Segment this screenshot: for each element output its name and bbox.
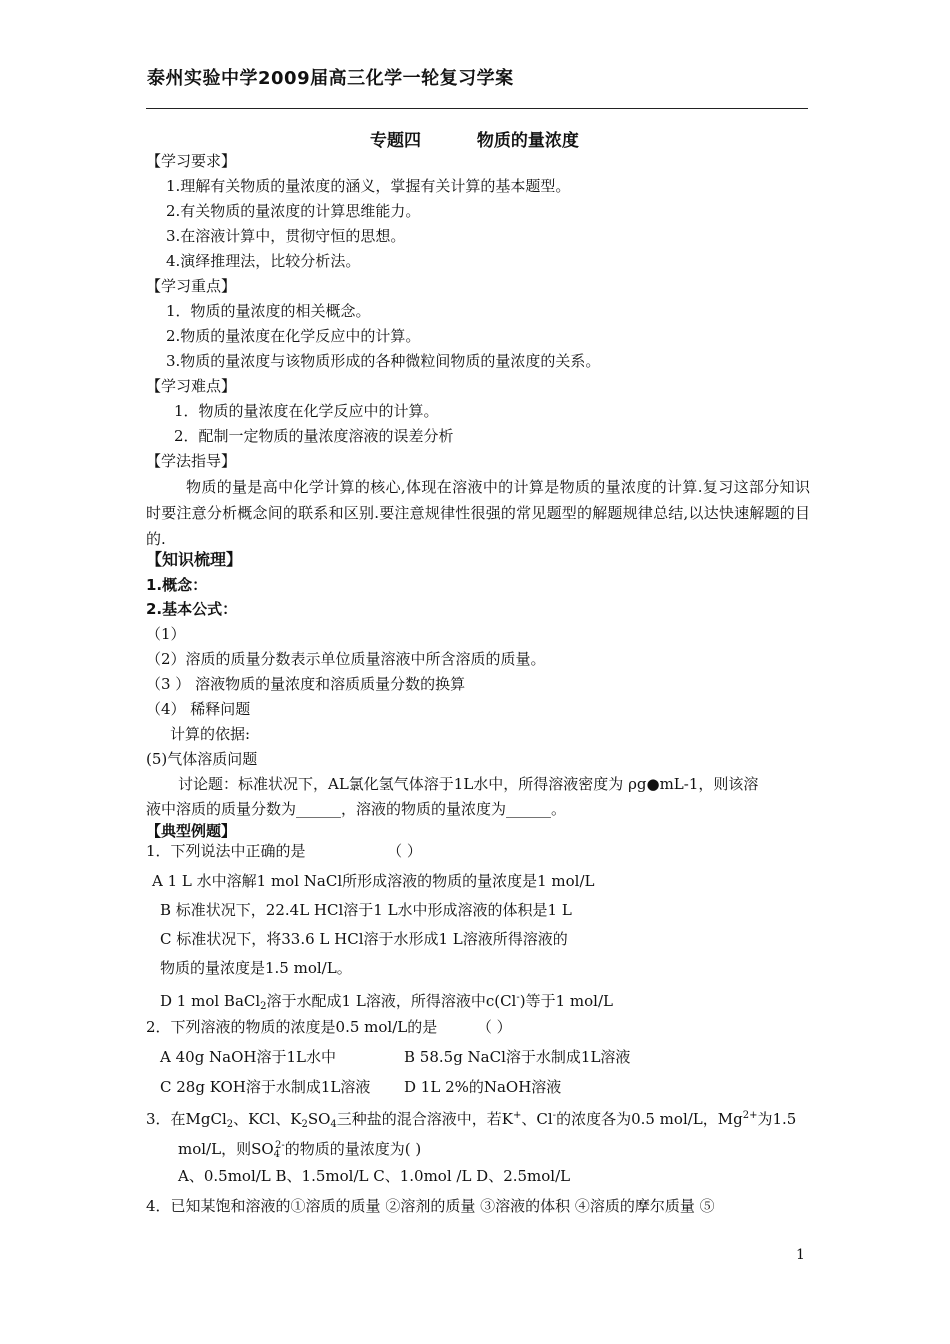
knowledge-item: （4） 稀释问题 [146, 700, 251, 718]
question-1-stem [146, 840, 422, 862]
question-3-options: A、0.5mol/L B、1.5mol/L C、1.0mol /L D、2.5mol/L [178, 1167, 571, 1185]
topic-title [370, 126, 579, 151]
option-c-continued: 物质的量浓度是1.5 mol/L。 [160, 959, 352, 977]
requirement-item: 2.有关物质的量浓度的计算思维能力。 [166, 202, 421, 220]
stem-text: 的浓度各为0.5 mol/L，Mg [556, 1110, 743, 1128]
keypoint-item: 1．物质的量浓度的相关概念。 [166, 302, 371, 320]
superscript: 2+ [742, 1110, 758, 1121]
question-3-stem [146, 1105, 796, 1136]
difficulties-heading: 【学习难点】 [146, 377, 237, 395]
knowledge-item: (5)气体溶质问题 [146, 750, 258, 768]
option-b: B 58.5g NaCl溶于水制成1L溶液 [404, 1048, 631, 1066]
requirement-item: 1.理解有关物质的量浓度的涵义，掌握有关计算的基本题型。 [166, 177, 571, 195]
page-number: 1 [796, 1247, 805, 1263]
superscript: 2- [275, 1140, 285, 1151]
discussion-line: 讨论题：标准状况下，AL氯化氢气体溶于1L水中，所得溶液密度为 ρg●mL-1，则该溶 [178, 775, 759, 793]
requirements-heading: 【学习要求】 [146, 152, 237, 170]
option-b: B 标准状况下，22.4L HCl溶于1 L水中形成溶液的体积是1 L [160, 901, 572, 919]
question-3-stem-continued [178, 1135, 421, 1166]
stem-text: SO [307, 1110, 331, 1128]
topic-number: 专题四 [370, 131, 421, 151]
difficulty-item: 1．物质的量浓度在化学反应中的计算。 [174, 402, 439, 420]
subscript: 4 [330, 1119, 337, 1130]
question-stem-text: 1．下列说法中正确的是 [146, 842, 306, 860]
keypoint-item: 3.物质的量浓度与该物质形成的各种微粒间物质的量浓度的关系。 [166, 352, 601, 370]
option-d: D 1L 2%的NaOH溶液 [404, 1078, 562, 1096]
option-text: 溶于水配成1 L溶液，所得溶液中c(Cl [266, 992, 517, 1010]
stem-text: 三种盐的混合溶液中，若K [336, 1110, 513, 1128]
requirement-item: 4.演绎推理法，比较分析法。 [166, 252, 361, 270]
subscript: 2 [226, 1119, 234, 1130]
superscript: - [552, 1110, 557, 1121]
superscript: + [513, 1110, 522, 1121]
superscript: - [516, 992, 520, 1003]
discussion-line: 液中溶质的质量分数为______，溶液的物质的量浓度为______。 [146, 800, 567, 818]
stem-text: 3．在MgCl [146, 1110, 227, 1128]
method-heading: 【学法指导】 [146, 452, 237, 470]
subscript: 2 [260, 1001, 267, 1012]
option-text: D 1 mol BaCl [160, 992, 261, 1010]
option-c: C 标准状况下，将33.6 L HCl溶于水形成1 L溶液所得溶液的 [160, 930, 568, 948]
examples-heading: 【典型例题】 [146, 822, 237, 840]
stem-text: 、Cl [521, 1110, 553, 1128]
answer-bracket: （ ） [476, 1018, 512, 1036]
keypoints-heading: 【学习重点】 [146, 277, 237, 295]
stem-text: 的物质的量浓度为( ) [284, 1140, 422, 1158]
subscript: 2 [301, 1119, 308, 1130]
question-4-stem: 4．已知某饱和溶液的①溶质的质量 ②溶剂的质量 ③溶液的体积 ④溶质的摩尔质量 ⑤ [146, 1197, 715, 1215]
knowledge-item: 计算的依据: [170, 725, 251, 743]
difficulty-item: 2．配制一定物质的量浓度溶液的误差分析 [174, 427, 454, 445]
keypoint-item: 2.物质的量浓度在化学反应中的计算。 [166, 327, 421, 345]
option-a: A 1 L 水中溶解1 mol NaCl所形成溶液的物质的量浓度是1 mol/L [152, 872, 595, 890]
knowledge-item: （2）溶质的质量分数表示单位质量溶液中所含溶质的质量。 [146, 650, 546, 668]
method-paragraph: 物质的量是高中化学计算的核心,体现在溶液中的计算是物质的量浓度的计算.复习这部分知识时要注意分析概念间的联系和区别.要注意规律性很强的常见题型的解题规律总结,以达快速解题的目的. [146, 478, 810, 548]
stem-text: 为1.5 [757, 1110, 797, 1128]
requirement-item: 3.在溶液计算中，贯彻守恒的思想。 [166, 227, 406, 245]
option-text: )等于1 mol/L [519, 992, 613, 1010]
knowledge-heading: 【知识梳理】 [146, 550, 243, 569]
knowledge-item: （1） [146, 625, 186, 643]
stem-text: 、KCl、K [233, 1110, 302, 1128]
stem-text: mol/L，则SO [178, 1140, 274, 1158]
question-stem-text: 2．下列溶液的物质的浓度是0.5 mol/L的是 [146, 1018, 438, 1036]
option-d [160, 987, 613, 1018]
subscript: 4 [273, 1149, 281, 1160]
topic-name: 物质的量浓度 [476, 131, 579, 151]
option-c: C 28g KOH溶于水制成1L溶液 [160, 1078, 371, 1096]
question-2-stem [146, 1016, 512, 1038]
concept-label: 1.概念： [146, 576, 208, 594]
header-divider [146, 108, 808, 109]
formula-label: 2.基本公式： [146, 600, 238, 618]
knowledge-item: （3 ） 溶液物质的量浓度和溶质质量分数的换算 [146, 675, 466, 693]
option-a: A 40g NaOH溶于1L水中 [160, 1048, 337, 1066]
document-header-title: 泰州实验中学2009届高三化学一轮复习学案 [147, 68, 514, 89]
answer-bracket: （ ） [387, 842, 422, 860]
